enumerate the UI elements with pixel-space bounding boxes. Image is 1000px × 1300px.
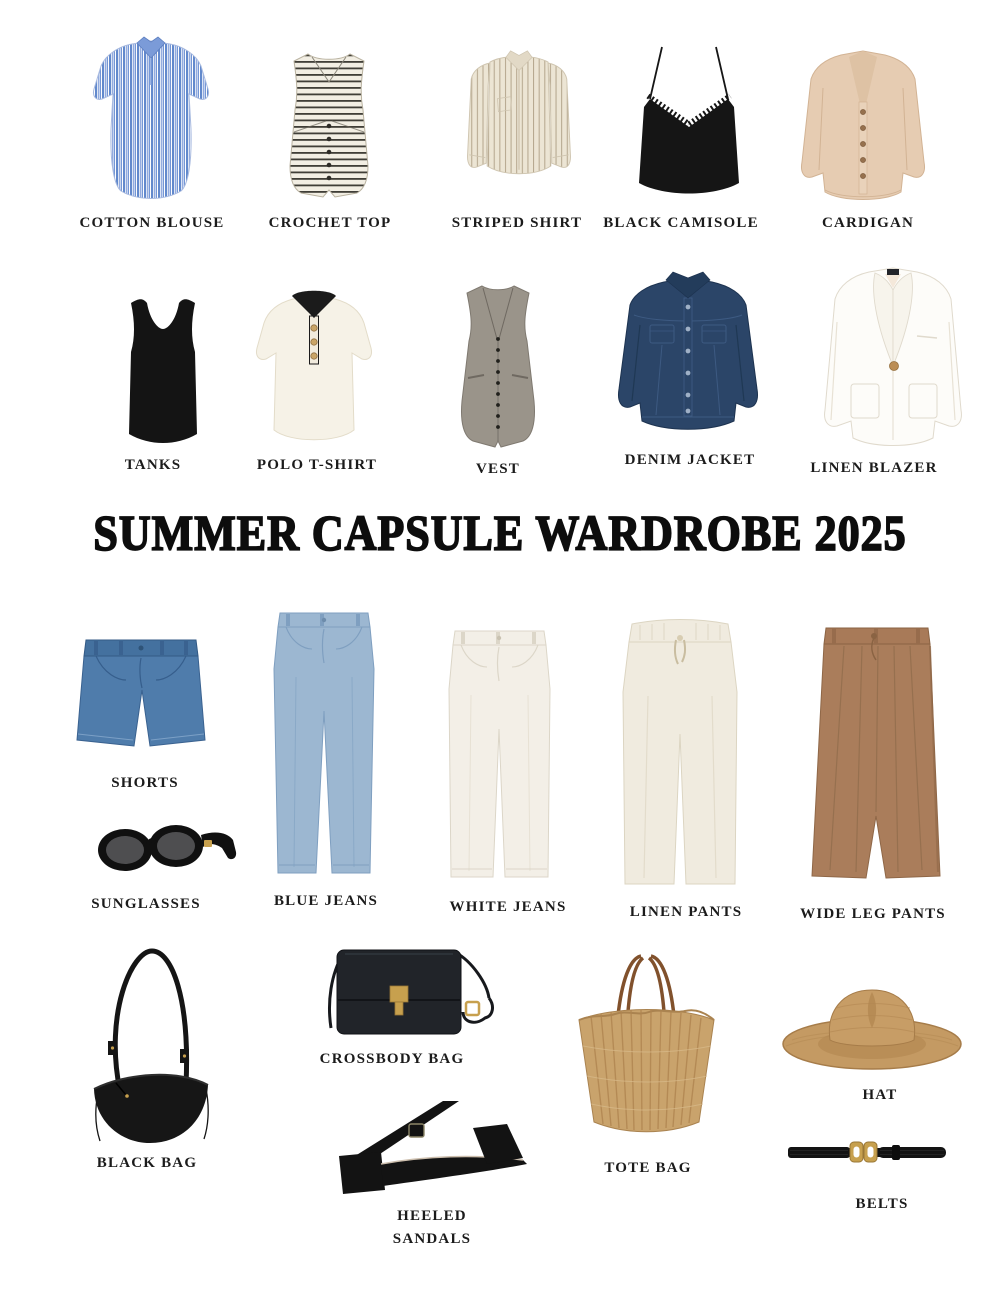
blue-jeans-graphic [272,607,376,885]
crossbody-bag-image [305,940,510,1045]
denim-jacket-image [604,271,772,445]
tanks-label: TANKS [124,457,182,473]
cotton-blouse-image [88,33,214,207]
polo-t-shirt-label: POLO T-SHIRT [256,457,378,473]
crossbody-bag-label: CROSSBODY BAG [319,1051,465,1067]
vest-graphic [450,281,546,453]
linen-pants-graphic [618,614,742,892]
polo-t-shirt-image [247,288,381,452]
linen-pants-label: LINEN PANTS [629,904,743,920]
black-camisole-graphic [622,45,756,200]
white-jeans-graphic [447,625,552,885]
heeled-sandals-graphic [325,1098,532,1200]
shorts-image [74,634,208,756]
black-bag-label: BLACK BAG [96,1155,198,1171]
black-camisole-image [622,45,756,200]
cardigan-graphic [789,42,937,210]
white-jeans-image [447,625,552,885]
cotton-blouse-graphic [88,33,214,207]
cardigan-image [789,42,937,210]
blue-jeans-image [272,607,376,885]
hat-image [778,984,966,1074]
tote-bag-graphic [563,948,730,1142]
sunglasses-label: SUNGLASSES [91,896,201,912]
linen-pants-image [618,614,742,892]
denim-jacket-graphic [604,271,772,445]
white-jeans-label: WHITE JEANS [449,899,567,915]
crochet-top-label: CROCHET TOP [268,215,392,231]
wide-leg-pants-graphic [810,620,944,892]
linen-blazer-label: LINEN BLAZER [810,460,938,476]
tote-bag-image [563,948,730,1142]
polo-t-shirt-graphic [247,288,381,452]
linen-blazer-image [797,260,989,452]
wide-leg-pants-image [810,620,944,892]
vest-image [450,281,546,453]
black-bag-image [86,943,218,1153]
heeled-sandals-label: HEELED SANDALS [392,1208,472,1247]
heeled-sandals-image [325,1098,532,1200]
vest-label: VEST [476,461,520,477]
shorts-graphic [74,634,208,756]
denim-jacket-label: DENIM JACKET [624,452,756,468]
wide-leg-pants-label: WIDE LEG PANTS [800,906,946,922]
striped-shirt-image [460,42,578,202]
crochet-top-image [272,48,386,200]
crossbody-bag-graphic [305,940,510,1045]
sunglasses-graphic [88,820,238,876]
linen-blazer-graphic [797,260,989,452]
tanks-image [116,294,210,450]
page-title: SUMMER CAPSULE WARDROBE 2025 [93,506,907,561]
black-camisole-label: BLACK CAMISOLE [603,215,759,231]
crochet-top-graphic [272,48,386,200]
black-bag-graphic [86,943,218,1153]
sunglasses-image [88,820,238,876]
belts-graphic [786,1136,948,1166]
striped-shirt-graphic [460,42,578,202]
tanks-graphic [116,294,210,450]
shorts-label: SHORTS [111,775,179,791]
belts-label: BELTS [855,1196,909,1212]
tote-bag-label: TOTE BAG [604,1160,692,1176]
blue-jeans-label: BLUE JEANS [273,893,379,909]
hat-label: HAT [862,1087,898,1103]
cardigan-label: CARDIGAN [821,215,915,231]
belts-image [786,1136,948,1166]
striped-shirt-label: STRIPED SHIRT [451,215,583,231]
cotton-blouse-label: COTTON BLOUSE [79,215,225,231]
hat-graphic [778,984,966,1074]
